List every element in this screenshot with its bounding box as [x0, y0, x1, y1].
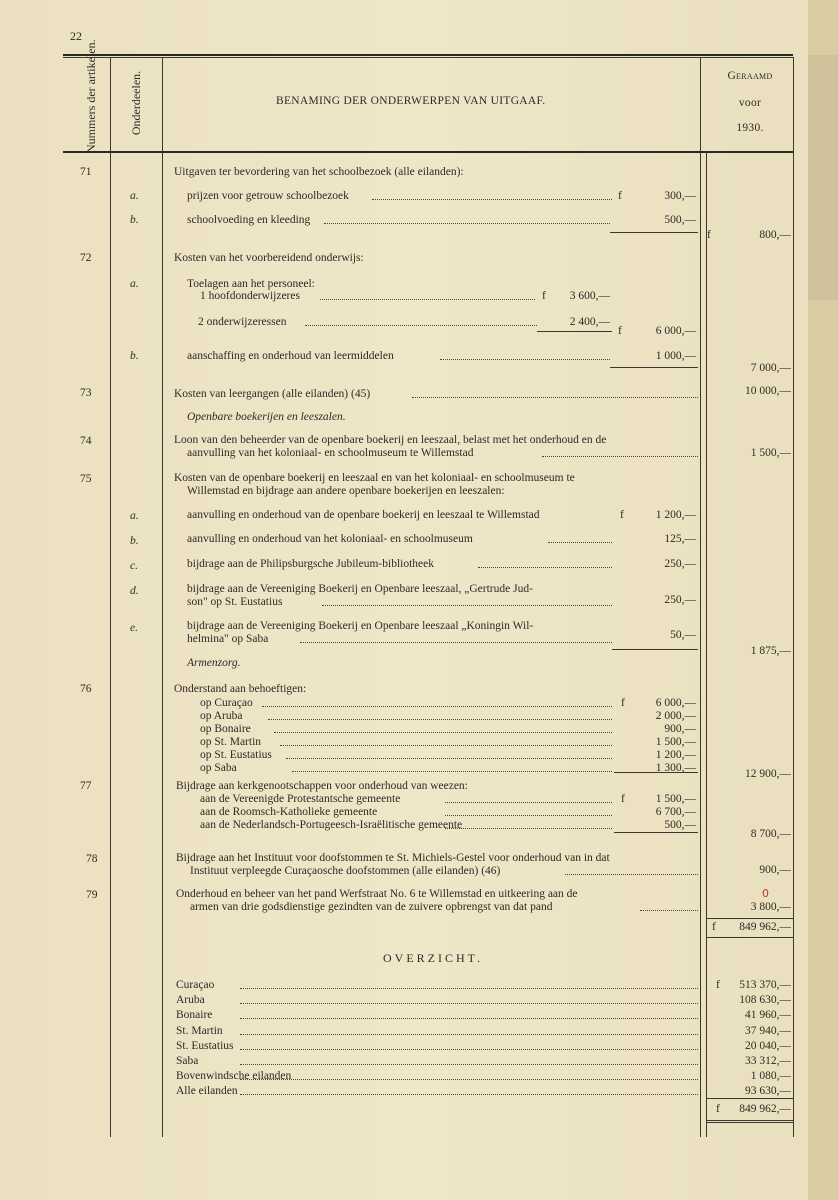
col-divider-1 [110, 57, 111, 1137]
page-edge-shadow [808, 55, 838, 300]
sub-amount: 1 000,— [655, 350, 696, 362]
overview-row-name: Alle eilanden [176, 1085, 238, 1098]
florin-sign: f [716, 1103, 720, 1115]
list-item-amount: 6 000,— [655, 697, 696, 709]
list-item-amount: 1 500,— [655, 793, 696, 805]
header-rule [63, 151, 793, 153]
sub-amount: 250,— [664, 594, 696, 606]
sub-letter: a. [130, 278, 139, 290]
overview-row-name: Saba [176, 1055, 199, 1067]
list-item-amount: 500,— [664, 819, 696, 831]
leader-dots [286, 758, 612, 759]
leader-dots [240, 1064, 698, 1065]
overview-row-name: Curaçao [176, 979, 215, 991]
overview-title: OVERZICHT. [383, 951, 484, 965]
sum-rule [610, 367, 698, 368]
leader-dots [292, 771, 612, 772]
florin-sign: f [707, 229, 711, 241]
sub-text: 2 onderwijzeressen [198, 316, 287, 328]
list-item-text: aan de Roomsch-Katholieke gemeente [200, 806, 378, 818]
article-total: 12 900,— [745, 768, 791, 780]
sub-letter: b. [130, 535, 139, 547]
article-title: Bijdrage aan kerkgenootschappen voor onderhoud van weezen: [176, 780, 468, 792]
article-number: 73 [80, 387, 92, 399]
overview-row-amount: 41 960,— [745, 1009, 791, 1022]
leader-dots [262, 706, 612, 707]
header-geraamd: Geraamd [727, 70, 773, 82]
header-col-benaming: BENAMING DER ONDERWERPEN VAN UITGAAF. [276, 95, 546, 107]
leader-dots [324, 223, 610, 224]
top-rule [63, 54, 793, 56]
list-item-text: aan de Nederlandsch-Portugeesch-Israëlitische gemeente [200, 819, 463, 831]
header-year: 1930. [736, 122, 764, 134]
leader-dots [548, 542, 612, 543]
article-title: Kosten van het voorbereidend onderwijs: [174, 252, 364, 264]
overview-row-name: Bovenwindsche eilanden [176, 1070, 292, 1083]
leader-dots [372, 199, 612, 200]
sub-letter: c. [130, 560, 138, 572]
florin-sign: f [621, 793, 625, 805]
article-title: aanvulling van het koloniaal- en schoolmuseum te Willemstad [187, 447, 474, 459]
overview-row-name: Bonaire [176, 1009, 213, 1022]
article-number: 79 [86, 889, 98, 901]
sub-text: schoolvoeding en kleeding [187, 214, 311, 226]
overview-row-name: Aruba [176, 994, 205, 1007]
leader-dots [478, 567, 612, 568]
sub-letter: e. [130, 622, 138, 634]
section-heading: Openbare boekerijen en leeszalen. [187, 411, 346, 423]
list-item-amount: 900,— [664, 723, 696, 735]
list-item-text: op St. Martin [200, 736, 262, 748]
leader-dots [240, 1034, 698, 1035]
sub-amount: 1 200,— [655, 509, 696, 521]
sub-text: helmina" op Saba [187, 633, 269, 645]
article-title: Kosten van leergangen (alle eilanden) (45) [174, 388, 371, 400]
florin-sign: f [618, 325, 622, 337]
leader-dots [274, 732, 612, 733]
article-number: 75 [80, 473, 92, 485]
overview-row-amount: 513 370,— [739, 979, 791, 991]
leader-dots [445, 802, 612, 803]
article-number: 71 [80, 166, 92, 178]
leader-dots [305, 325, 537, 326]
article-title: Kosten van de openbare boekerij en leeszaal en van het koloniaal- en schoolmuseum te [174, 472, 575, 484]
florin-sign: f [620, 509, 624, 521]
article-title: Onderhoud en beheer van het pand Werfstraat No. 6 te Willemstad en uitkeering aan de [176, 888, 578, 900]
article-number: 76 [80, 683, 92, 695]
leader-dots [322, 605, 612, 606]
sum-rule [610, 232, 698, 233]
article-title: Bijdrage aan het Instituut voor doofstommen te St. Michiels-Gestel voor onderhoud van in dat [176, 852, 610, 864]
florin-sign: f [542, 290, 546, 302]
leader-dots [565, 874, 698, 875]
article-total: 800,— [759, 229, 791, 241]
sum-rule [707, 937, 793, 938]
leader-dots [268, 719, 612, 720]
leader-dots [445, 815, 612, 816]
section-heading: Armenzorg. [187, 657, 241, 669]
leader-dots [542, 456, 698, 457]
leader-dots [240, 1003, 698, 1004]
sub-text: bijdrage aan de Philipsburgsche Jubileum-bibliotheek [187, 558, 434, 570]
article-number: 77 [80, 780, 92, 792]
florin-sign: f [712, 921, 716, 933]
sum-rule [707, 918, 793, 919]
sub-text: son" op St. Eustatius [187, 596, 283, 608]
overview-row-name: St. Eustatius [176, 1039, 234, 1052]
article-total: 1 875,— [750, 645, 791, 657]
sub-amount: 50,— [670, 629, 696, 641]
leader-dots [240, 1018, 698, 1019]
article-title: Onderstand aan behoeftigen: [174, 683, 307, 695]
col-divider-2 [162, 57, 163, 1137]
leader-dots [240, 1049, 698, 1050]
col-divider-4 [706, 151, 707, 1137]
sum-rule [537, 331, 612, 332]
sum-rule [612, 649, 698, 650]
list-item-text: op Aruba [200, 710, 243, 722]
sub-letter: b. [130, 350, 139, 362]
overview-row-amount: 20 040,— [745, 1039, 791, 1052]
overview-row-amount: 108 630,— [739, 994, 791, 1007]
sub-text: bijdrage aan de Vereeniging Boekerij en Openbare leeszaal, „Gertrude Jud- [187, 583, 533, 595]
article-total: 7 000,— [750, 362, 791, 374]
top-rule-thin [63, 57, 793, 58]
header-voor: voor [738, 97, 762, 109]
article-total: 1 500,— [750, 447, 791, 459]
sub-amount: 3 600,— [569, 290, 610, 302]
leader-dots [240, 988, 698, 989]
page-number: 22 [70, 29, 82, 43]
list-item-text: op Saba [200, 762, 237, 774]
leader-dots [240, 1094, 698, 1095]
header-col-onderdeelen: Onderdeelen. [129, 70, 143, 136]
sub-amount: 125,— [664, 533, 696, 545]
article-total: 8 700,— [750, 828, 791, 840]
sub-amount: 6 000,— [655, 325, 696, 337]
sub-letter: b. [130, 214, 139, 226]
article-number: 74 [80, 435, 92, 447]
leader-dots [240, 1079, 698, 1080]
article-number: 72 [80, 252, 92, 264]
article-title: Uitgaven ter bevordering van het schoolbezoek (alle eilanden): [174, 166, 464, 178]
sub-amount: 250,— [664, 558, 696, 570]
list-item-text: op St. Eustatius [200, 749, 272, 761]
leader-dots [280, 745, 612, 746]
double-rule [707, 1120, 793, 1123]
leader-dots [300, 642, 612, 643]
overview-total: 849 962,— [739, 1103, 791, 1115]
sub-text: bijdrage aan de Vereeniging Boekerij en Openbare leeszaal „Koningin Wil- [187, 620, 534, 632]
article-total: 3 800,— [750, 901, 791, 913]
article-total: 10 000,— [745, 385, 791, 397]
article-number: 78 [86, 853, 98, 865]
list-item-text: op Curaçao [200, 697, 253, 709]
article-title: Instituut verpleegde Curaçaosche doofstommen (alle eilanden) (46) [190, 865, 501, 877]
leader-dots [412, 397, 698, 398]
article-total: 900,— [759, 864, 791, 876]
overview-row-name: St. Martin [176, 1024, 223, 1037]
sub-amount: 300,— [664, 190, 696, 202]
sub-amount: 500,— [664, 214, 696, 226]
sub-amount: 2 400,— [569, 316, 610, 328]
list-item-amount: 1 500,— [655, 736, 696, 748]
grand-total: 849 962,— [739, 921, 791, 933]
florin-sign: f [716, 979, 720, 991]
list-item-amount: 6 700,— [655, 806, 696, 818]
leader-dots [440, 359, 610, 360]
overview-row-amount: 37 940,— [745, 1024, 791, 1037]
florin-sign: f [621, 697, 625, 709]
sub-text: prijzen voor getrouw schoolbezoek [187, 190, 349, 202]
sub-text: aanvulling en onderhoud van het koloniaal- en schoolmuseum [187, 533, 473, 545]
overview-row-amount: 33 312,— [745, 1055, 791, 1067]
list-item-text: op Bonaire [200, 723, 251, 735]
sub-letter: a. [130, 190, 139, 202]
leader-dots [445, 828, 612, 829]
col-divider-right [793, 57, 794, 1137]
sub-text: 1 hoofdonderwijzeres [200, 290, 300, 302]
leader-dots [640, 910, 698, 911]
florin-sign: f [618, 190, 622, 202]
sub-letter: a. [130, 510, 139, 522]
header-col-numbers: Nummers der artikelen. [84, 39, 98, 153]
list-item-text: aan de Vereenigde Protestantsche gemeente [200, 793, 401, 805]
sub-text: aanschaffing en onderhoud van leermiddelen [187, 350, 394, 362]
sum-rule [707, 1098, 793, 1099]
sub-text: aanvulling en onderhoud van de openbare boekerij en leeszaal te Willemstad [187, 509, 540, 521]
sub-letter: d. [130, 585, 139, 597]
sum-rule [614, 832, 698, 833]
sum-rule [614, 772, 698, 773]
list-item-amount: 1 200,— [655, 749, 696, 761]
article-title: Willemstad en bijdrage aan andere openbare boekerijen en leeszalen: [187, 485, 505, 497]
handwritten-correction: 0 [762, 887, 769, 900]
list-item-amount: 1 300,— [655, 762, 696, 774]
article-title: Loon van den beheerder van de openbare boekerij en leeszaal, belast met het onderhoud en de [174, 434, 607, 446]
article-title: armen van drie godsdienstige gezindten van de zuivere opbrengst van dat pand [190, 901, 553, 913]
list-item-amount: 2 000,— [655, 710, 696, 722]
col-divider-3 [700, 57, 701, 1137]
sub-text: Toelagen aan het personeel: [187, 278, 315, 290]
leader-dots [320, 299, 535, 300]
overview-row-amount: 1 080,— [750, 1070, 791, 1083]
overview-row-amount: 93 630,— [745, 1085, 791, 1098]
